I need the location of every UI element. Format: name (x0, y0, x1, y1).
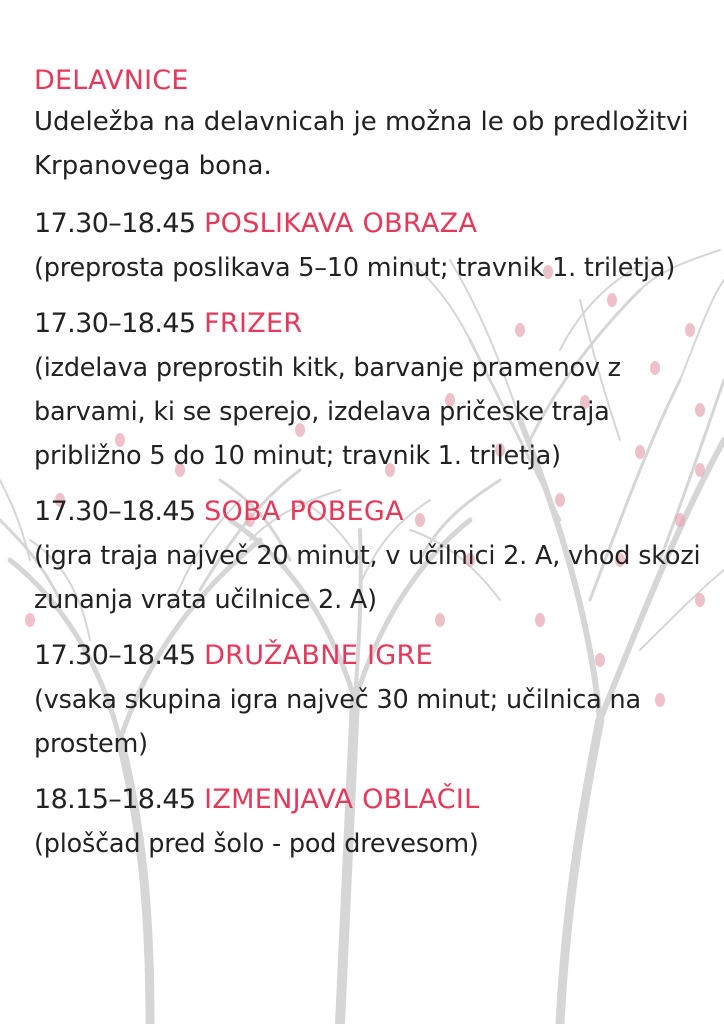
workshop-title (34, 302, 714, 346)
workshop-entry (34, 778, 714, 866)
workshop-description (34, 346, 714, 478)
workshop-entry (34, 634, 714, 766)
workshop-time: 18.15–18.45 (34, 784, 196, 815)
description-line: (igra traja največ 20 minut, v učilnici 2. A, vhod skozi (34, 541, 701, 571)
workshop-entry (34, 202, 714, 290)
intro-text (34, 100, 714, 188)
description-line: prostem) (34, 729, 148, 759)
workshop-description (34, 534, 714, 622)
workshop-schedule (34, 62, 714, 878)
workshop-title (34, 490, 714, 534)
description-line: (vsaka skupina igra največ 30 minut; učilnica na (34, 685, 641, 715)
page-heading: DELAVNICE (34, 65, 189, 96)
workshop-title (34, 778, 714, 822)
intro-line: Krpanovega bona. (34, 151, 272, 181)
description-line: barvami, ki se sperejo, izdelava pričeske traja (34, 397, 610, 427)
description-line: (preprosta poslikava 5–10 minut; travnik 1. triletja) (34, 253, 676, 283)
workshop-entry (34, 302, 714, 478)
workshop-name: IZMENJAVA OBLAČIL (204, 784, 480, 815)
workshop-time: 17.30–18.45 (34, 640, 196, 671)
description-line: približno 5 do 10 minut; travnik 1. triletja) (34, 441, 561, 471)
workshop-description (34, 246, 714, 290)
workshop-description (34, 678, 714, 766)
workshop-name: DRUŽABNE IGRE (204, 640, 433, 671)
workshop-time: 17.30–18.45 (34, 208, 196, 239)
workshop-name: POSLIKAVA OBRAZA (204, 208, 478, 239)
description-line: (izdelava preprostih kitk, barvanje pramenov z (34, 353, 621, 383)
workshop-name: SOBA POBEGA (204, 496, 404, 527)
description-line: (ploščad pred šolo - pod drevesom) (34, 829, 479, 859)
intro-line: Udeležba na delavnicah je možna le ob predložitvi (34, 107, 689, 137)
workshop-title (34, 202, 714, 246)
workshop-time: 17.30–18.45 (34, 496, 196, 527)
description-line: zunanja vrata učilnice 2. A) (34, 585, 377, 615)
workshop-title (34, 634, 714, 678)
workshop-time: 17.30–18.45 (34, 308, 196, 339)
workshop-entry (34, 490, 714, 622)
workshop-description (34, 822, 714, 866)
workshop-name: FRIZER (204, 308, 303, 339)
